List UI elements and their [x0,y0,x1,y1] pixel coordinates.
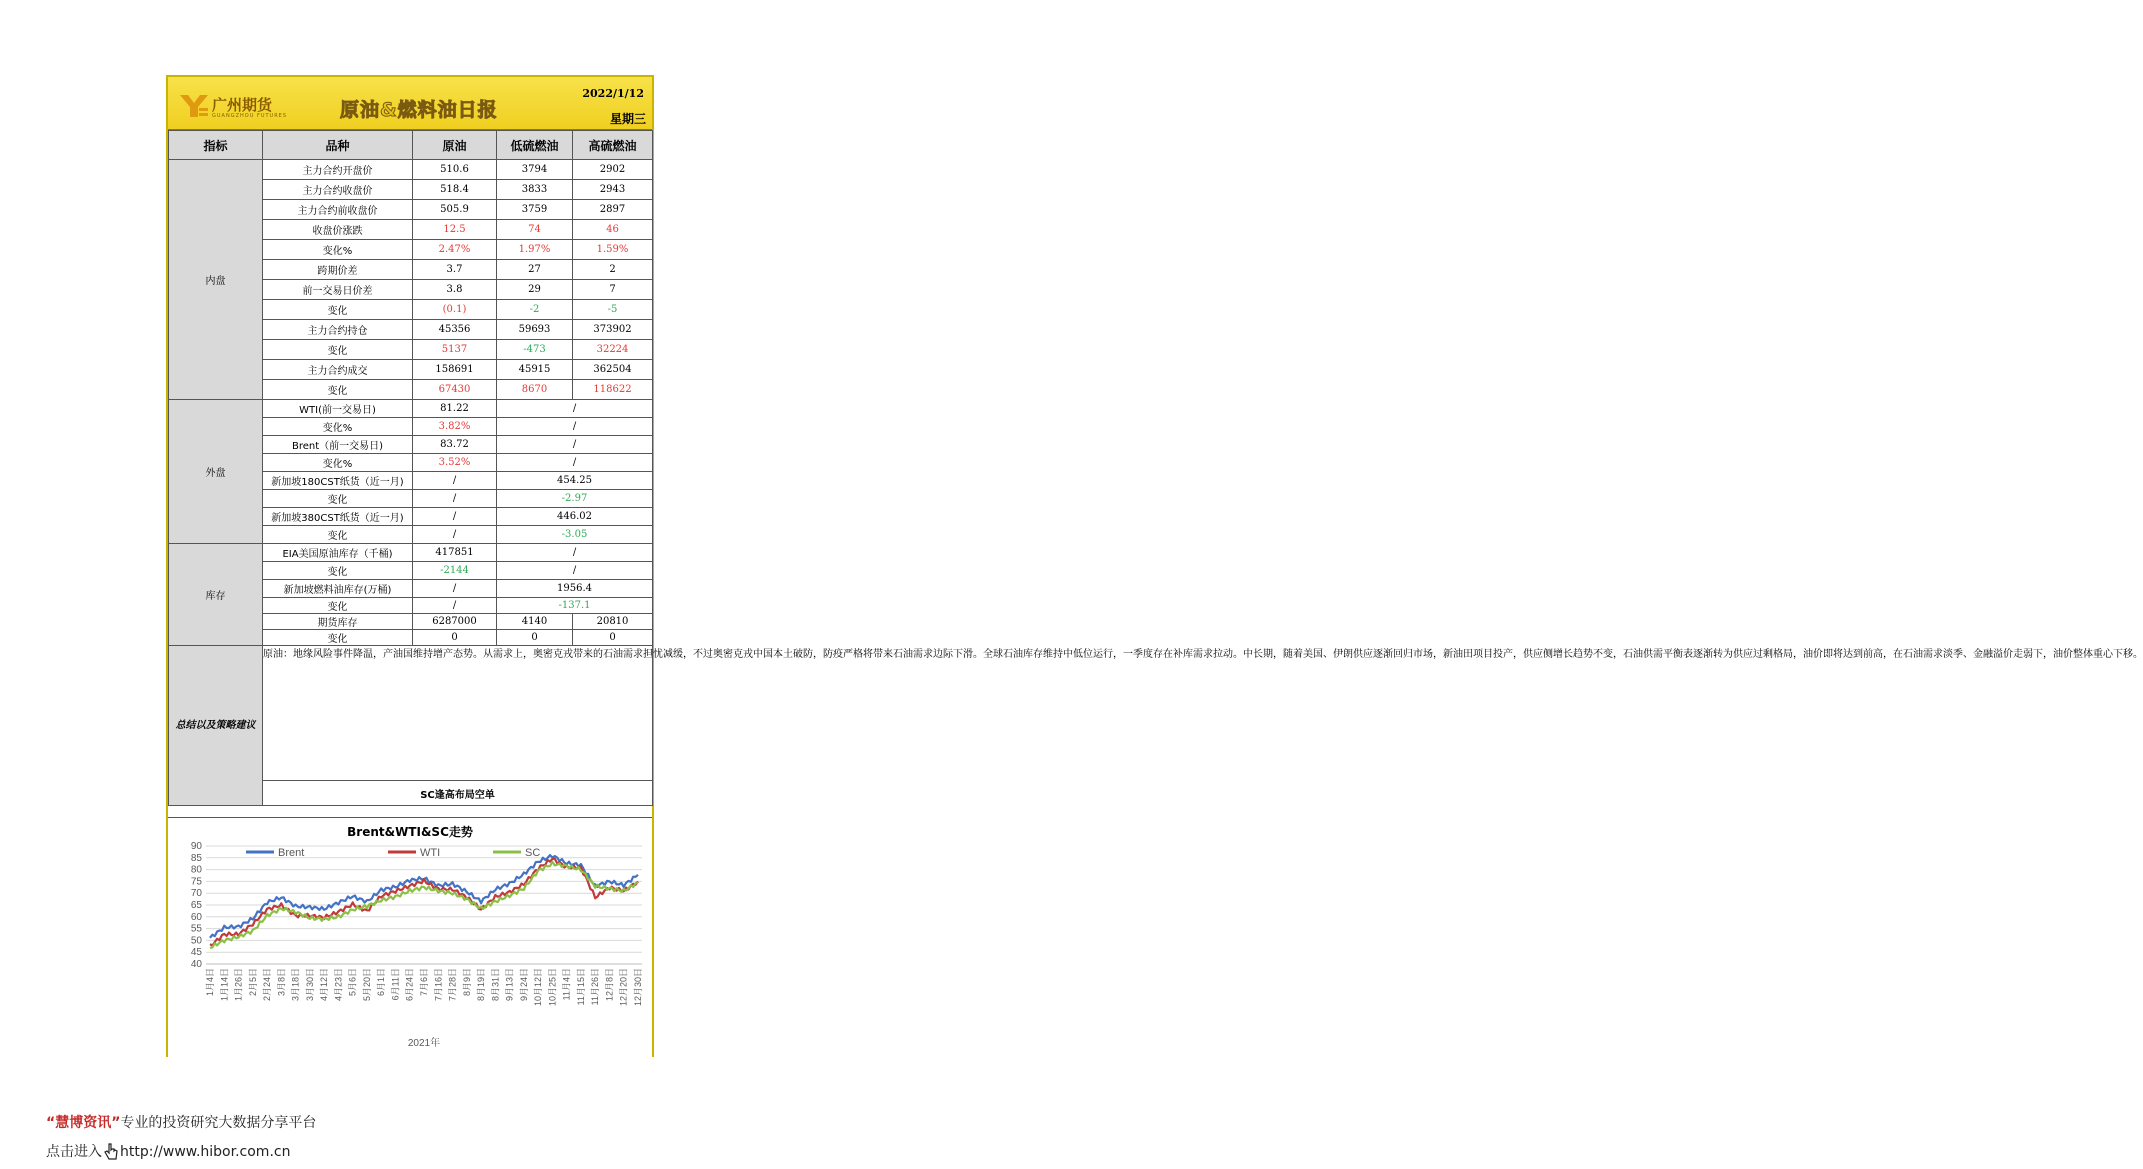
footer-link[interactable]: http://www.hibor.com.cn [120,1144,291,1160]
crude-value: 505.9 [413,200,497,220]
y-tick-label: 75 [190,876,202,888]
table-row [169,544,653,562]
lsfo-value: 3794 [497,160,573,180]
hsfo-value: 20810 [573,614,653,630]
fuel-value: / [497,400,653,418]
section-label-summary: 总结以及策略建议 [169,646,263,806]
crude-value: / [413,490,497,508]
row-label: 变化% [263,418,413,436]
section-label-foreign: 外盘 [169,400,263,544]
lsfo-value: 59693 [497,320,573,340]
x-tick-label: 5月6日 [347,968,358,997]
crude-value: 81.22 [413,400,497,418]
x-tick-label: 1月4日 [205,968,215,997]
hsfo-value: 46 [573,220,653,240]
fuel-value: / [497,562,653,580]
x-tick-label: 10月25日 [547,968,558,1007]
crude-value: 83.72 [413,436,497,454]
hsfo-value: 7 [573,280,653,300]
lsfo-value: 3759 [497,200,573,220]
hsfo-value: -5 [573,300,653,320]
lsfo-value: 45915 [497,360,573,380]
hsfo-value: 118622 [573,380,653,400]
x-tick-label: 2月24日 [262,968,273,1002]
row-label: 变化% [263,454,413,472]
crude-value: / [413,598,497,614]
crude-value: 510.6 [413,160,497,180]
footer-brand: “慧博资讯” [46,1115,121,1131]
strategy-text: SC逢高布局空单 [263,781,653,806]
crude-value: 3.8 [413,280,497,300]
lsfo-value: 8670 [497,380,573,400]
column-header: 指标 [169,131,263,160]
x-tick-label: 9月13日 [504,968,515,1002]
legend-label: Brent [278,847,305,859]
lsfo-value: -473 [497,340,573,360]
row-label: 前一交易日价差 [263,280,413,300]
row-label: 新加坡燃料油库存(万桶) [263,580,413,598]
row-label: WTI(前一交易日) [263,400,413,418]
x-axis-label: 2021年 [407,1038,441,1049]
lsfo-value: 3833 [497,180,573,200]
hsfo-value: 373902 [573,320,653,340]
column-header: 低硫燃油 [497,131,573,160]
fuel-value: 1956.4 [497,580,653,598]
report-title: 原油&燃料油日报 [340,99,498,121]
summary-text: 原油：地缘风险事件降温，产油国维持增产态势。从需求上，奥密克戎带来的石油需求担忧减缓，不过奥密克戎中国本土破防，防疫严格将带来石油需求边际下滑。全球石油库存维持中低位运行，一季度存在补库需求拉动。中长期，随着美国、伊朗供应逐渐回归市场，新油田项目投产，供应侧增长趋势不变，石油供需平衡表逐渐转为供应过剩格局，油价即将达到前高，在石油需求淡季、金融溢价走弱下，油价整体重心下移。 [263,646,653,781]
x-tick-label: 10月12日 [533,968,544,1007]
x-tick-label: 12月8日 [604,968,615,1002]
x-tick-label: 6月24日 [404,968,415,1002]
crude-value: 417851 [413,544,497,562]
x-tick-label: 7月16日 [433,968,444,1002]
y-tick-label: 80 [190,864,202,876]
x-tick-label: 1月26日 [233,968,244,1002]
legend-label: SC [525,847,541,859]
row-label: EIA美国原油库存（千桶) [263,544,413,562]
crude-value: 0 [413,630,497,646]
row-label: 变化 [263,562,413,580]
row-label: 期货库存 [263,614,413,630]
fuel-value: / [497,418,653,436]
lsfo-value: 1.97% [497,240,573,260]
row-label: 新加坡380CST纸货（近一月) [263,508,413,526]
fuel-value: -137.1 [497,598,653,614]
report-header [168,77,652,130]
column-header: 高硫燃油 [573,131,653,160]
row-label: 新加坡180CST纸货（近一月) [263,472,413,490]
footer-slogan [46,1112,316,1132]
fuel-value: / [497,544,653,562]
x-tick-label: 4月12日 [319,968,330,1002]
crude-value: 5137 [413,340,497,360]
lsfo-value: 4140 [497,614,573,630]
crude-value: -2144 [413,562,497,580]
x-tick-label: 6月11日 [390,968,401,1001]
row-label: 变化 [263,490,413,508]
row-label: 变化 [263,340,413,360]
crude-value: 3.52% [413,454,497,472]
crude-value: / [413,472,497,490]
crude-value: 12.5 [413,220,497,240]
row-label: 主力合约持仓 [263,320,413,340]
row-label: 变化 [263,380,413,400]
hsfo-value: 2943 [573,180,653,200]
crude-value: 3.82% [413,418,497,436]
crude-value: 45356 [413,320,497,340]
report-date: 2022/1/12 [582,87,644,100]
x-tick-label: 4月23日 [333,968,344,1002]
lsfo-value: 74 [497,220,573,240]
fuel-value: / [497,436,653,454]
x-tick-label: 11月26日 [590,968,601,1006]
row-label: 变化 [263,300,413,320]
crude-value: / [413,526,497,544]
row-label: Brent（前一交易日) [263,436,413,454]
x-tick-label: 12月20日 [618,968,629,1007]
row-label: 跨期价差 [263,260,413,280]
crude-value: 67430 [413,380,497,400]
x-tick-label: 7月28日 [447,968,458,1002]
x-tick-label: 3月8日 [276,968,287,997]
x-tick-label: 8月9日 [461,968,472,997]
x-tick-label: 2月5日 [247,968,258,997]
crude-value: 6287000 [413,614,497,630]
column-header: 品种 [263,131,413,160]
hsfo-value: 2 [573,260,653,280]
x-tick-label: 7月6日 [419,968,429,997]
x-tick-label: 3月30日 [304,968,315,1002]
crude-value: / [413,508,497,526]
x-tick-label: 8月31日 [490,968,501,1002]
hsfo-value: 362504 [573,360,653,380]
row-label: 变化 [263,630,413,646]
x-tick-label: 8月19日 [476,968,487,1002]
crude-value: 3.7 [413,260,497,280]
row-label: 主力合约成交 [263,360,413,380]
crude-value: / [413,580,497,598]
y-tick-label: 55 [190,923,202,935]
lsfo-value: 0 [497,630,573,646]
summary-row [169,646,653,781]
footer-slogan-text: 专业的投资研究大数据分享平台 [120,1115,317,1131]
y-tick-label: 85 [190,852,202,864]
y-tick-label: 40 [190,959,202,970]
column-header: 原油 [413,131,497,160]
x-tick-label: 11月15日 [575,968,586,1006]
row-label: 主力合约开盘价 [263,160,413,180]
row-label: 收盘价涨跌 [263,220,413,240]
y-tick-label: 90 [190,841,202,852]
x-tick-label: 11月4日 [561,968,572,1001]
fuel-value: -3.05 [497,526,653,544]
hsfo-value: 0 [573,630,653,646]
chart-title: Brent&WTI&SC走势 [347,825,473,839]
lsfo-value: -2 [497,300,573,320]
chart-svg [168,838,652,1060]
y-tick-label: 45 [190,947,202,959]
crude-value: 518.4 [413,180,497,200]
hsfo-value: 1.59% [573,240,653,260]
y-tick-label: 50 [190,935,202,947]
row-label: 变化% [263,240,413,260]
section-label-inventory: 库存 [169,544,263,646]
crude-value: 2.47% [413,240,497,260]
x-tick-label: 3月18日 [290,968,301,1002]
pointer-hand-icon [104,1143,118,1161]
report-sheet [166,75,2143,1057]
x-tick-label: 6月1日 [376,968,387,997]
x-tick-label: 1月14日 [219,968,230,1002]
table-row [169,160,653,180]
fuel-value: 446.02 [497,508,653,526]
y-tick-label: 60 [190,911,202,923]
data-table [168,130,2143,806]
logo-company-name-en: GUANGZHOU FUTURES [212,113,287,119]
fuel-value: / [497,454,653,472]
row-label: 主力合约前收盘价 [263,200,413,220]
x-tick-label: 12月30日 [633,968,643,1007]
lsfo-value: 27 [497,260,573,280]
crude-value: 158691 [413,360,497,380]
report-weekday: 星期三 [609,112,646,126]
y-tick-label: 70 [190,888,202,900]
y-tick-label: 65 [190,900,202,911]
hsfo-value: 32224 [573,340,653,360]
x-tick-label: 5月20日 [361,968,372,1002]
lsfo-value: 29 [497,280,573,300]
footer-link-prefix: 点击进入 [46,1144,102,1160]
hsfo-value: 2897 [573,200,653,220]
legend-label: WTI [420,847,441,859]
footer-link-line [46,1141,290,1161]
table-row [169,400,653,418]
row-label: 主力合约收盘价 [263,180,413,200]
fuel-value: -2.97 [497,490,653,508]
table-header-row [169,131,653,160]
crude-value: (0.1) [413,300,497,320]
row-label: 变化 [263,526,413,544]
section-label-domestic: 内盘 [169,160,263,400]
fuel-value: 454.25 [497,472,653,490]
logo-company-name: 广州期货 [212,96,273,114]
company-logo-icon [180,95,208,117]
hsfo-value: 2902 [573,160,653,180]
x-tick-label: 9月24日 [518,968,529,1002]
row-label: 变化 [263,598,413,614]
price-chart [168,817,652,1060]
